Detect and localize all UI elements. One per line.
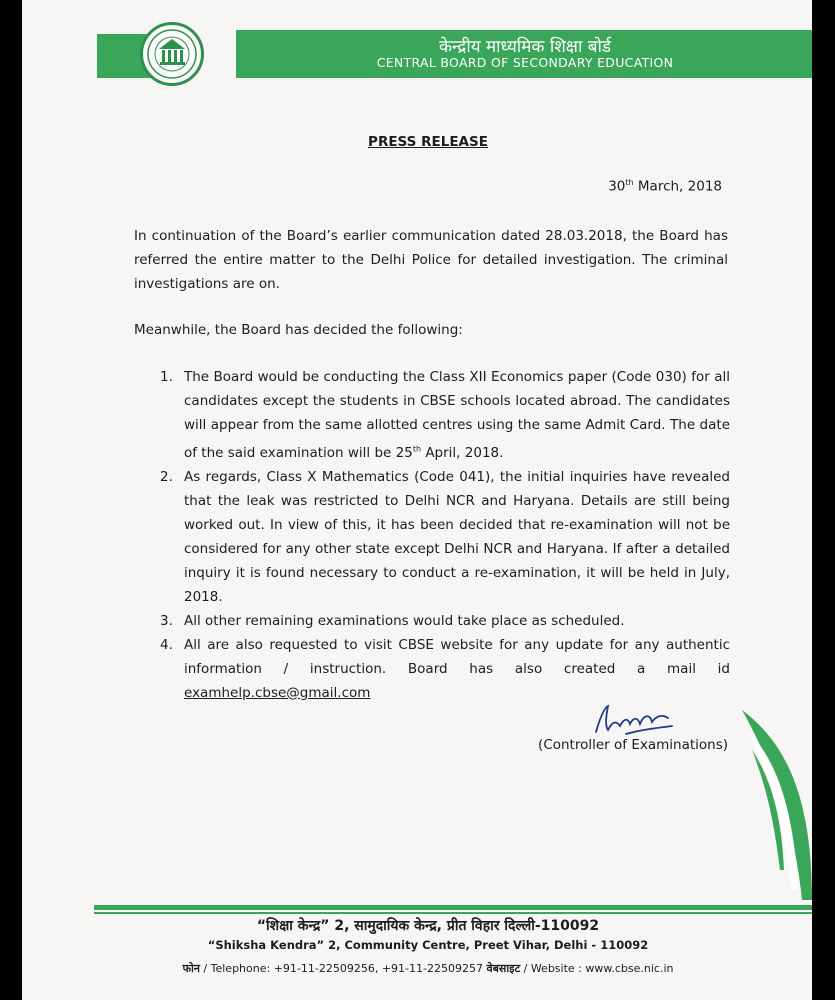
- list-item: [160, 465, 730, 609]
- footer-rule: [94, 905, 812, 910]
- document-date: 30th March, 2018: [608, 178, 722, 195]
- signature-icon: [586, 700, 686, 740]
- decision-intro: Meanwhile, the Board has decided the following:: [134, 322, 463, 338]
- footer-address-hindi: “शिक्षा केन्द्र” 2, सामुदायिक केन्द्र, प्रीत विहार दिल्ली-110092: [256, 918, 600, 934]
- list-item-text: All are also requested to visit CBSE website for any update for any authentic information / instruction. Board has also created a mail id examhelp.cbse@gmail.com: [184, 636, 730, 701]
- org-name-english: CENTRAL BOARD OF SECONDARY EDUCATION: [376, 55, 674, 70]
- list-item: [160, 609, 730, 633]
- list-item: [160, 365, 730, 465]
- list-item-text: All other remaining examinations would take place as scheduled.: [184, 612, 625, 629]
- cbse-logo-icon: [140, 22, 204, 86]
- list-number: 2.: [160, 468, 173, 485]
- org-name-hindi: केन्द्रीय माध्यमिक शिक्षा बोर्ड: [438, 37, 612, 57]
- document-title: PRESS RELEASE: [368, 134, 488, 150]
- footer-rule-thin: [94, 912, 812, 914]
- list-item-text: The Board would be conducting the Class XII Economics paper (Code 030) for all candidates except the students in CBSE schools located abroad. The candidates will appear from the same allotted centres using the same Admit Card. The date of the said examination will be 25th April, 2018.: [184, 369, 730, 461]
- leaf-decoration-icon: [722, 700, 812, 910]
- email-link[interactable]: examhelp.cbse@gmail.com: [184, 684, 371, 701]
- list-number: 4.: [160, 636, 173, 653]
- decision-list: [160, 365, 730, 705]
- list-number: 1.: [160, 369, 173, 385]
- list-item: [160, 633, 730, 705]
- signatory-title: (Controller of Examinations): [538, 737, 728, 753]
- list-number: 3.: [160, 612, 173, 629]
- press-release-page: [22, 0, 812, 1000]
- footer-contact: फोन / Telephone: +91-11-22509256, +91-11-22509257 वेबसाइट / Website : www.cbse.nic.in: [182, 962, 674, 975]
- list-item-text: As regards, Class X Mathematics (Code 041), the initial inquiries have revealed that the leak was restricted to Delhi NCR and Haryana. Details are still being worked out. In view of this, it has been decided that re-examination will not be considered for any other state except Delhi NCR and Haryana. If after a detailed inquiry it is found necessary to conduct a re-examination, it will be held in July, 2018.: [184, 468, 730, 605]
- footer-address-english: “Shiksha Kendra” 2, Community Centre, Preet Vihar, Delhi - 110092: [207, 938, 649, 952]
- intro-paragraph: In continuation of the Board’s earlier communication dated 28.03.2018, the Board has referred the entire matter to the Delhi Police for detailed investigation. The criminal investigations are on.: [134, 228, 728, 292]
